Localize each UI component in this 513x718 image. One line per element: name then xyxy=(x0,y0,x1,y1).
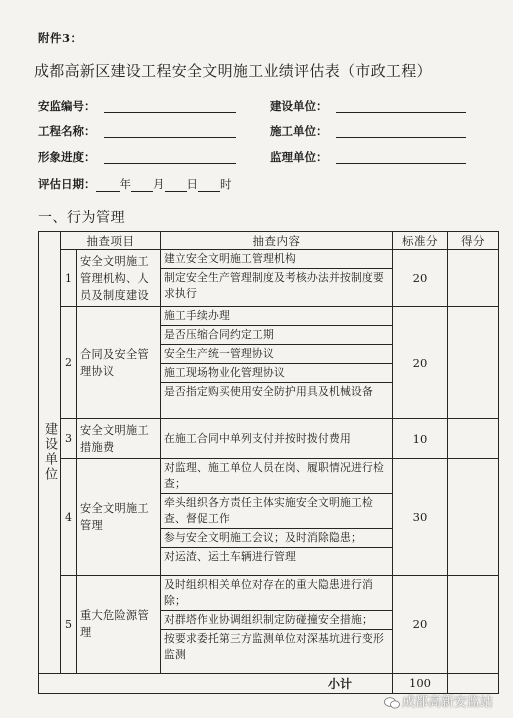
earned-score-cell[interactable] xyxy=(448,419,499,459)
content-line: 及时组织相关单位对存在的重大隐患进行消除； xyxy=(161,576,392,611)
field-line-inspection-no[interactable] xyxy=(104,98,236,113)
field-line-developer[interactable] xyxy=(336,98,466,113)
day-blank[interactable] xyxy=(165,179,187,192)
header-item: 抽查项目 xyxy=(61,232,161,250)
evaluation-date-label: 评估日期： xyxy=(38,177,96,191)
header-earned-score: 得分 xyxy=(448,232,499,250)
year-blank[interactable] xyxy=(96,179,120,192)
table-row xyxy=(39,459,499,575)
header-standard-score: 标准分 xyxy=(393,232,448,250)
row-item: 安全文明施工管理 xyxy=(77,459,161,575)
field-line-project-name[interactable] xyxy=(104,123,236,138)
content-line: 在施工合同中单列支付并按时拨付费用 xyxy=(164,431,351,445)
content-line: 施工现场物业化管理协议 xyxy=(161,364,392,383)
content-line: 对运渣、运土车辆进行管理 xyxy=(164,550,296,564)
standard-score: 10 xyxy=(393,419,448,459)
year-unit: 年 xyxy=(119,177,131,191)
row-contents xyxy=(161,459,393,575)
content-line: 施工手续办理 xyxy=(161,307,392,326)
attachment-label: 附件3： xyxy=(38,31,83,45)
subtotal-label: 小计 xyxy=(39,673,393,693)
content-line: 是否指定购买使用安全防护用具及机械设备 xyxy=(164,385,373,399)
field-label-progress: 形象进度： xyxy=(38,150,96,164)
field-label-developer: 建设单位： xyxy=(270,99,328,113)
content-line: 牵头组织各方责任主体实施安全文明施工检查、督促工作 xyxy=(161,494,392,529)
side-label-developer: 建设单位 xyxy=(39,232,61,674)
subtotal-score: 100 xyxy=(393,673,448,693)
month-blank[interactable] xyxy=(131,179,153,192)
row-item: 合同及安全管理协议 xyxy=(77,307,161,419)
standard-score: 20 xyxy=(393,575,448,673)
earned-score-cell[interactable] xyxy=(448,250,499,307)
hour-blank[interactable] xyxy=(198,179,220,192)
row-number: 1 xyxy=(61,250,77,307)
row-number: 2 xyxy=(61,307,77,419)
earned-score-cell[interactable] xyxy=(448,459,499,575)
content-line: 是否压缩合同约定工期 xyxy=(161,326,392,345)
evaluation-date-row xyxy=(38,176,232,192)
row-item: 重大危险源管理 xyxy=(77,575,161,673)
content-line: 参与安全文明施工会议；及时消除隐患； xyxy=(161,529,392,548)
row-contents xyxy=(161,419,393,459)
row-contents xyxy=(161,307,393,419)
section-title: 一、行为管理 xyxy=(38,210,125,226)
header-content: 抽查内容 xyxy=(161,232,393,250)
row-item: 安全文明施工措施费 xyxy=(77,419,161,459)
wechat-icon xyxy=(384,697,400,709)
field-line-supervisor[interactable] xyxy=(336,149,466,164)
table-row xyxy=(39,250,499,307)
content-line: 按要求委托第三方监测单位对深基坑进行变形监测 xyxy=(164,631,384,661)
row-contents xyxy=(161,250,393,307)
row-number: 3 xyxy=(61,419,77,459)
row-item: 安全文明施工管理机构、人员及制度建设 xyxy=(77,250,161,307)
field-label-supervisor: 监理单位： xyxy=(270,150,328,164)
earned-score-cell[interactable] xyxy=(448,575,499,673)
field-line-progress[interactable] xyxy=(104,149,236,164)
table-row xyxy=(39,575,499,673)
row-number: 4 xyxy=(61,459,77,575)
content-line: 对群塔作业协调组织制定防碰撞安全措施； xyxy=(161,611,392,630)
standard-score: 20 xyxy=(393,307,448,419)
content-line: 安全生产统一管理协议 xyxy=(161,345,392,364)
content-line: 制定安全生产管理制度及考核办法并按制度要求执行 xyxy=(164,271,384,301)
hour-unit: 时 xyxy=(220,177,232,191)
field-label-project-name: 工程名称： xyxy=(38,124,96,138)
table-header-row xyxy=(39,232,499,250)
month-unit: 月 xyxy=(153,177,165,191)
table-row xyxy=(39,419,499,459)
watermark-text: 成都高新安监站 xyxy=(401,695,493,710)
day-unit: 日 xyxy=(186,177,198,191)
earned-score-cell[interactable] xyxy=(448,307,499,419)
field-label-inspection-no: 安监编号： xyxy=(38,99,96,113)
row-number: 5 xyxy=(61,575,77,673)
field-line-contractor[interactable] xyxy=(336,123,466,138)
standard-score: 20 xyxy=(393,250,448,307)
field-label-contractor: 施工单位： xyxy=(270,124,328,138)
standard-score: 30 xyxy=(393,459,448,575)
evaluation-table xyxy=(38,231,499,694)
watermark xyxy=(384,691,493,710)
table-row xyxy=(39,307,499,419)
row-contents xyxy=(161,575,393,673)
content-line: 对监理、施工单位人员在岗、履职情况进行检查； xyxy=(161,459,392,494)
content-line: 建立安全文明施工管理机构 xyxy=(161,250,392,269)
form-title: 成都高新区建设工程安全文明施工业绩评估表（市政工程） xyxy=(34,62,432,80)
